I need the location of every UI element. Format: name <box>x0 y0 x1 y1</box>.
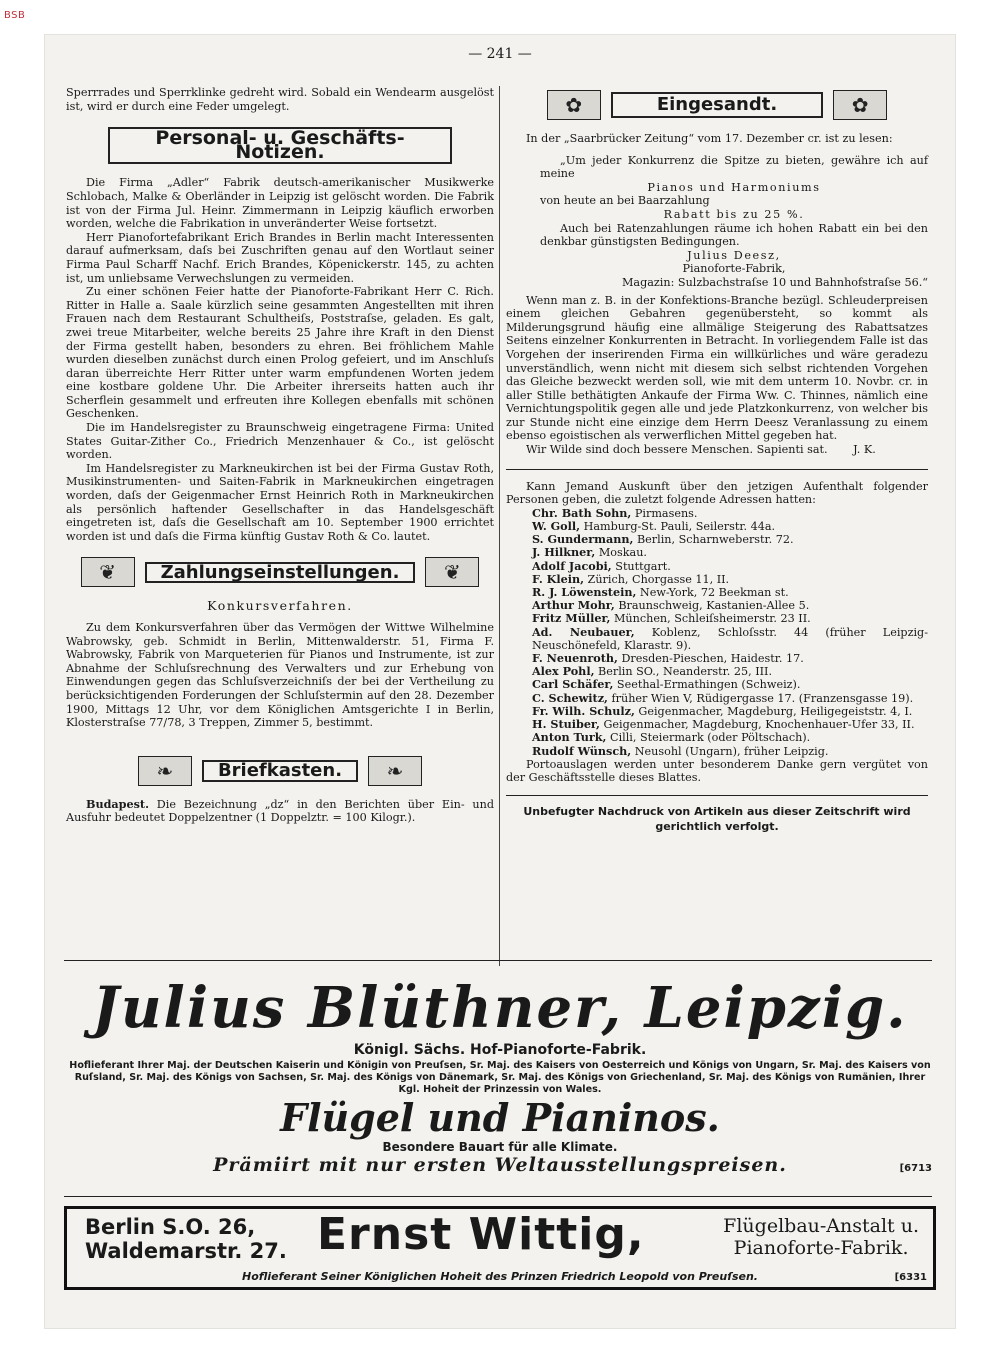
reprint-notice: Unbefugter Nachdruck von Artikeln aus dieser Zeitschrift wird gerichtlich verfolgt. <box>523 804 911 833</box>
intro-text: Sperrrades und Sperrklinke gedreht wird. Sobald ein Wendearm ausgelöst ist, wird er durch eine Feder umgelegt. <box>66 86 494 113</box>
quote-line: Rabatt bis zu 25 %. <box>663 207 805 221</box>
bluethner-hoflieferant: Hoflieferant Ihrer Maj. der Deutschen Kaiserin und Königin von Preuſsen, Sr. Maj. des Kaisers von Oesterreich und Königs von Ungarn, Sr. Maj. des Kaisers von Ruſsland, Sr. Maj. des Königs von Sachsen, Sr. Maj. des Königs von Dänemark, Sr. Maj. des Königs von Griechenland, Sr. Maj. des Königs von Rumänien, Ihrer Kgl. Hoheit der Prinzessin von Wales. <box>69 1060 931 1095</box>
quote-signature: Julius Deesz, <box>687 248 781 262</box>
zahlung-heading: Zahlungseinstellungen. <box>145 562 416 584</box>
address-entry: Alex Pohl, Berlin SO., Neanderstr. 25, III. <box>532 664 773 679</box>
personal-paragraph: Zu einer schönen Feier hatte der Pianoforte-Fabrikant Herr C. Rich. Ritter in Halle a. Saale kürzlich seine gesammten Angestellten mit ihren Frauen nach dem Restaurant Schultheiſs, Poststraſse, geladen. Es galt, zwei treue Mitarbeiter, welche bereits 25 Jahre ihre Kraft in den Dienst der Firma gestellt haben, besonders zu ehren. Bei fröhlichem Mahle wurden dieselben zunächst durch einen Prolog gefeiert, und im Anschluſs daran überreichte Herr Ritter unter warm empfundenen Worten jedem eine kostbare goldene Uhr. Die Arbeiter ihrerseits hatten auch ihr Scherflein gesammelt und erfreuten ihre Kollegen ebenfalls mit schönen Geschenken. <box>66 285 494 421</box>
wittig-description-line: Pianoforte-Fabrik. <box>733 1237 909 1259</box>
quote-line: Pianos und Harmoniums <box>647 180 821 194</box>
address-entry: J. Hilkner, Moskau. <box>532 545 647 560</box>
column-divider <box>499 86 500 966</box>
page <box>44 34 956 1329</box>
ad-divider <box>64 1196 932 1197</box>
left-column <box>66 86 494 825</box>
eingesandt-intro: In der „Saarbrücker Zeitung“ vom 17. Dezember cr. ist zu lesen: <box>526 132 893 145</box>
quote-block <box>506 154 928 290</box>
wittig-ref: [6331 <box>894 1272 927 1283</box>
address-entry: W. Goll, Hamburg-St. Pauli, Seilerstr. 44a. <box>532 519 776 534</box>
eingesandt-heading: Eingesandt. <box>611 92 823 118</box>
personal-paragraph: Die Firma „Adler“ Fabrik deutsch-amerikanischer Musikwerke Schlobach, Malke & Oberländer in Leipzig ist gelöscht worden. Die Fabrik ist von der Firma Jul. Heinr. Zimmermann in Leipzig käuflich erworben worden, welche die Fabrikation in unveränderter Weise fortsetzt. <box>66 176 494 231</box>
ornament-icon: ❧ <box>368 756 422 786</box>
address-entry: S. Gundermann, Berlin, Scharnweberstr. 72. <box>532 532 794 547</box>
bluethner-ad <box>64 976 936 1176</box>
bluethner-bauart: Besondere Bauart für alle Klimate. <box>382 1140 618 1154</box>
wittig-description-line: Flügelbau-Anstalt u. <box>723 1215 919 1237</box>
brief-heading: Briefkasten. <box>202 760 358 782</box>
ornament-icon: ✿ <box>547 90 601 120</box>
ad-divider <box>64 960 932 961</box>
brief-place: Budapest. <box>86 796 149 811</box>
address-entry: Ad. Neubauer, Koblenz, Schloſsstr. 44 (früher Leipzig-Neuschönefeld, Klarastr. 9). <box>532 624 928 652</box>
bluethner-subtitle: Königl. Sächs. Hof-Pianoforte-Fabrik. <box>353 1042 647 1058</box>
bluethner-praemiirt-row <box>64 1154 936 1176</box>
personal-paragraph: Die im Handelsregister zu Braunschweig eingetragene Firma: United States Guitar-Zither Co., Friedrich Menzenhauer & Co., ist gelöscht worden. <box>66 421 494 462</box>
section-divider <box>506 469 928 470</box>
bluethner-ref: [6713 <box>899 1163 932 1174</box>
quote-signature: Magazin: Sulzbachstraſse 10 und Bahnhofstraſse 56.“ <box>621 275 928 289</box>
ornament-icon: ✿ <box>833 90 887 120</box>
address-entry: R. J. Löwenstein, New-York, 72 Beekman st. <box>532 585 789 600</box>
personal-paragraph: Im Handelsregister zu Markneukirchen ist bei der Firma Gustav Roth, Musikinstrumenten- und Saiten-Fabrik in Markneukirchen eingetragen worden, daſs der Geigenmacher Ernst Heinrich Roth in Markneukirchen als persönlich haftender Gesellschafter in das Handelsgeschäft eingetreten ist, daſs die Gesellschaft am 10. September 1900 errichtet worden ist und daſs die Firma künftig Gustav Roth & Co. lautet. <box>66 461 494 543</box>
wittig-address-line: Berlin S.O. 26, <box>85 1215 256 1239</box>
address-entry: Adolf Jacobi, Stuttgart. <box>532 558 671 573</box>
address-entry: Fr. Wilh. Schulz, Geigenmacher, Magdeburg, Heiligegeiststr. 4, I. <box>532 703 913 718</box>
personal-paragraph: Herr Pianofortefabrikant Erich Brandes in Berlin macht Interessenten darauf aufmerksam, daſs bei Zuschriften genau auf den Wortlaut seiner Firma Paul Scharff Nachf. Erich Brandes, Köpenickerstr. 145, zu achten ist, um unliebsame Verwechslungen zu vermeiden. <box>66 230 494 285</box>
address-entry: Arthur Mohr, Braunschweig, Kastanien-Allee 5. <box>532 598 810 613</box>
brief-text: Die Bezeichnung „dz“ in den Berichten über Ein- und Ausfuhr bedeutet Doppelzentner (1 Doppelztr. = 100 Kilogr.). <box>66 797 494 825</box>
ornament-icon: ❧ <box>138 756 192 786</box>
address-entry: H. Stuiber, Geigenmacher, Magdeburg, Knochenhauer-Ufer 33, II. <box>532 717 915 732</box>
watermark: BSB <box>4 10 26 21</box>
right-column <box>506 86 928 834</box>
closing-signature: J. K. <box>853 443 876 457</box>
address-entry: Anton Turk, Cilli, Steiermark (oder Pöltschach). <box>532 730 811 745</box>
wittig-hoflieferant: Hoflieferant Seiner Königlichen Hoheit des Prinzen Friedrich Leopold von Preuſsen. <box>241 1270 758 1283</box>
quote-signature: Pianoforte-Fabrik, <box>682 262 786 276</box>
quote-line: von heute an bei Baarzahlung <box>540 194 710 208</box>
brief-entry <box>66 798 494 825</box>
query-intro: Kann Jemand Auskunft über den jetzigen Aufenthalt folgender Personen geben, die zuletzt folgende Adressen hatten: <box>506 479 928 507</box>
wittig-description <box>723 1215 919 1259</box>
address-entry: Fritz Müller, München, Schleiſsheimerstr. 23 II. <box>532 611 811 626</box>
wittig-address-line: Waldemarstr. 27. <box>85 1239 287 1263</box>
bluethner-products: Flügel und Pianinos. <box>280 1095 720 1140</box>
ornament-icon: ❦ <box>81 557 135 587</box>
zahlung-heading-block <box>66 557 494 587</box>
eingesandt-heading-block <box>506 90 928 120</box>
commentary: Wenn man z. B. in der Konfektions-Branche bezügl. Schleuderpreisen einem gleichen Gebahren gegenübersteht, so kommt als Milderungsgrund häufig eine allmälige Steigerung des Rabattsatzes Seitens einzelner Konkurrenten in Betracht. In vorliegendem Falle ist das Vorgehen der inserirenden Firma ein willkürliches und wäre geradezu unverständlich, wenn nicht mit diesem sich selbst richtenden Vorgehen das Gleiche bezweckt werden soll, wie mit dem unterm 10. Novbr. cr. in aller Stille bethätigten Ankaufe der Firma Ww. C. Thinnes, nämlich eine Vernichtungspolitik gegen alle und jede Platzkonkurrenz, von welcher bis zur Stunde nicht eine einzige dem Herrn Deesz Veranlassung zu einem ebenso egoistischen als verwerflichen Mittel gegeben hat. <box>506 293 928 443</box>
bluethner-title: Julius Blüthner, Leipzig. <box>92 975 908 1041</box>
address-entry: Carl Schäfer, Seethal-Ermathingen (Schweiz). <box>532 677 801 692</box>
quote-line: „Um jeder Konkurrenz die Spitze zu bieten, gewähre ich auf meine <box>540 153 928 181</box>
closing-line <box>506 443 928 457</box>
address-entry: C. Schewitz, früher Wien V, Rüdigergasse 17. (Franzensgasse 19). <box>532 690 914 705</box>
closing-text: Wir Wilde sind doch bessere Menschen. Sapienti sat. <box>526 443 828 457</box>
address-list <box>506 507 928 758</box>
wittig-ad <box>64 1206 936 1290</box>
wittig-address <box>85 1215 287 1263</box>
konkurs-text: Zu dem Konkursverfahren über das Vermögen der Wittwe Wilhelmine Wabrowsky, geb. Schmidt in Berlin, Mittenwalderstr. 51, Firma F. Wabrowsky, Fabrik von Marqueterien für Pianos und Instrumente, ist zur Abnahme der Schluſsrechnung des Verwalters und zur Erhebung von Einwendungen gegen das Schluſsverzeichniſs der bei der Vertheilung zu berücksichtigenden Forderungen der Schluſstermin auf den 28. Dezember 1900, Mittags 12 Uhr, vor dem Königlichen Amtsgerichte I in Berlin, Klosterstraſse 77/78, 3 Treppen, Zimmer 5, bestimmt. <box>66 621 494 730</box>
quote-line: Auch bei Ratenzahlungen räume ich hohen Rabatt ein bei den denkbar günstigsten Bedingungen. <box>540 221 928 249</box>
wittig-name: Ernst Wittig, <box>317 1209 645 1260</box>
portoauslagen: Portoauslagen werden unter besonderem Danke gern vergütet von der Geschäftsstelle dieses Blattes. <box>506 757 928 785</box>
address-entry: Rudolf Wünsch, Neusohl (Ungarn), früher Leipzig. <box>532 743 829 758</box>
personal-heading: Personal- u. Geschäfts-Notizen. <box>108 127 452 164</box>
section-divider <box>506 795 928 796</box>
address-entry: Chr. Bath Sohn, Pirmasens. <box>532 505 698 520</box>
bluethner-praemiirt: Prämiirt mit nur ersten Weltausstellungspreisen. <box>213 1154 787 1176</box>
page-number: — 241 — <box>468 46 532 62</box>
address-entry: F. Klein, Zürich, Chorgasse 11, II. <box>532 571 730 586</box>
konkurs-subheading: Konkursverfahren. <box>207 598 353 614</box>
ornament-icon: ❦ <box>425 557 479 587</box>
address-entry: F. Neuenroth, Dresden-Pieschen, Haidestr. 17. <box>532 651 804 666</box>
brief-heading-block <box>66 756 494 786</box>
